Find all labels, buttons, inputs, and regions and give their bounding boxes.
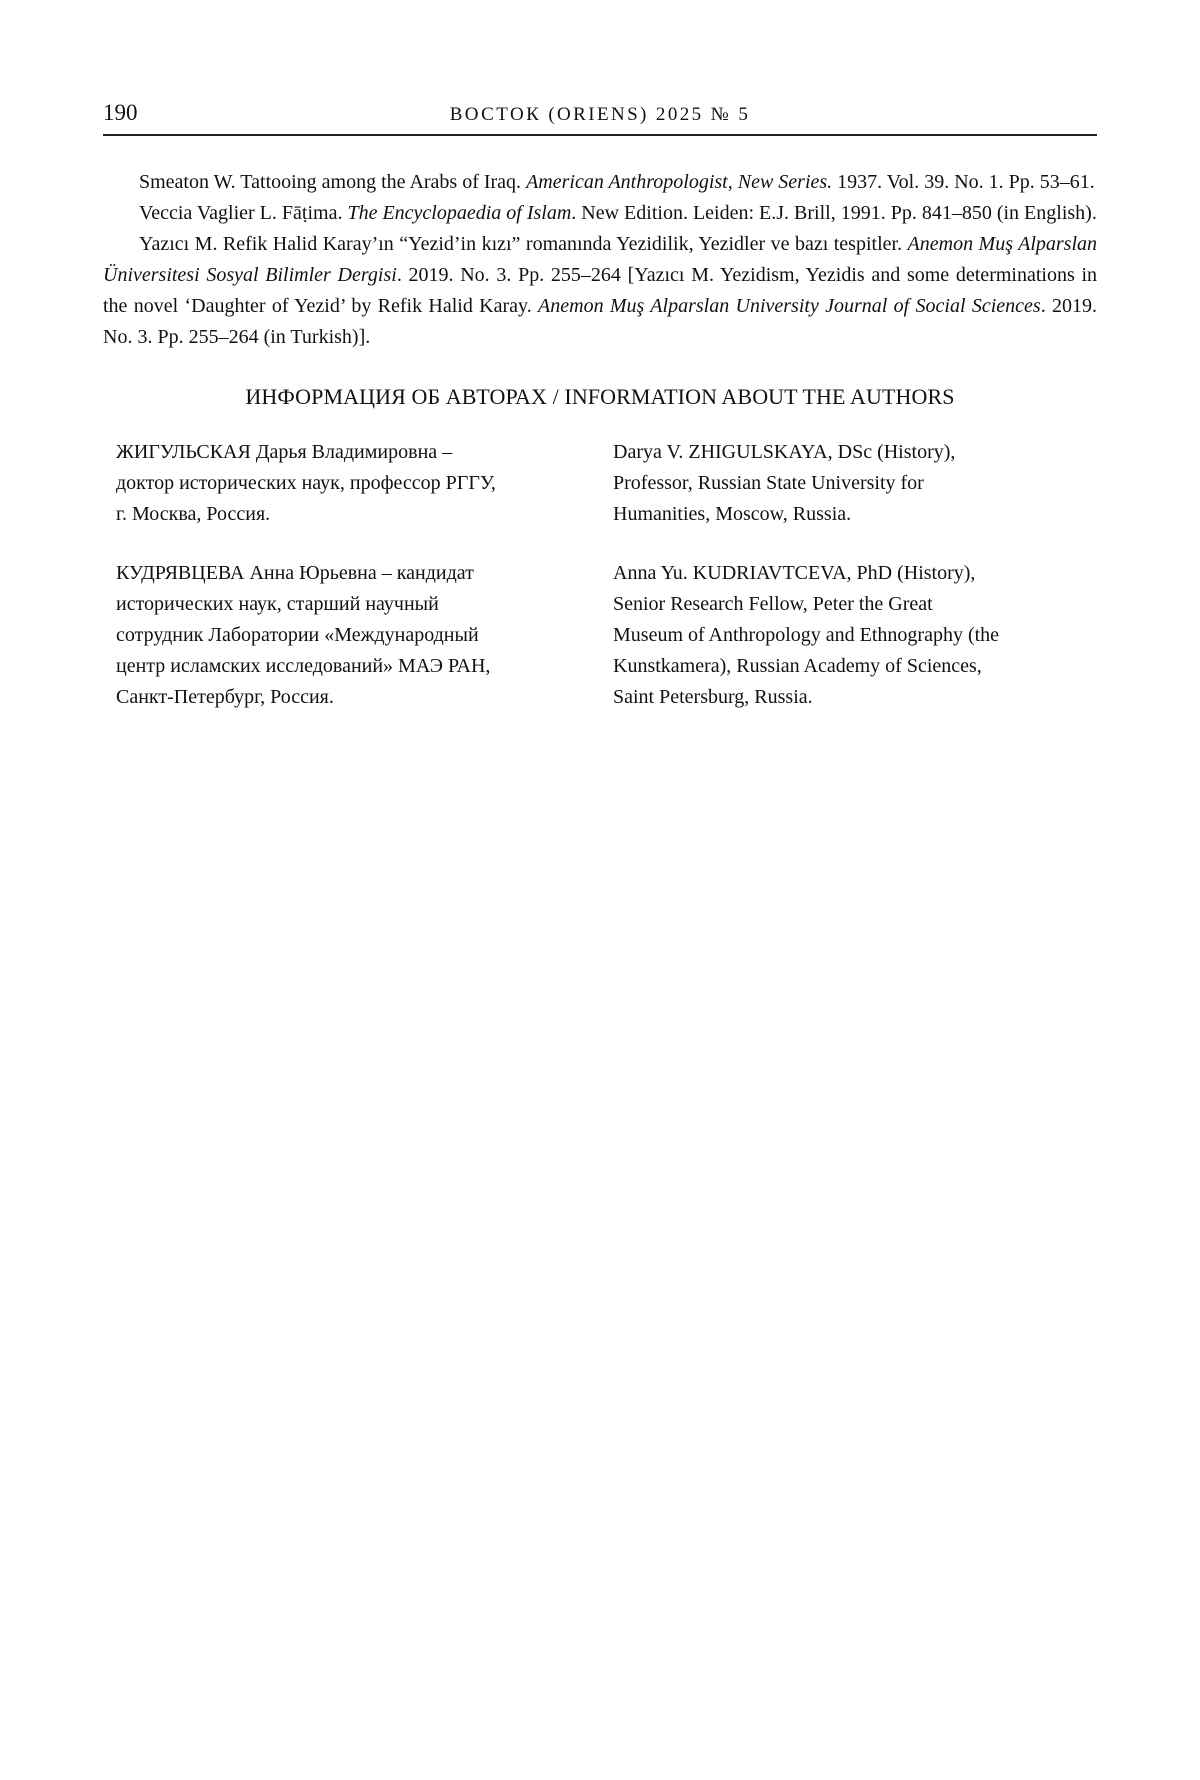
- journal-title: ВОСТОК (ORIENS) 2025 № 5: [449, 104, 751, 125]
- author-en: Anna Yu. KUDRIAVTCEVA, PhD (History), Senior Research Fellow, Peter the Great Museum of Anthropology and Ethnography (the Kunstkamera), Russian Academy of Sciences, Saint Petersburg, Russia.: [613, 562, 1000, 708]
- references-list: [103, 167, 1097, 353]
- page-number: 190: [103, 100, 138, 125]
- reference-text: Yazıcı M. Refik Halid Karay’ın “Yezid’in kızı” romanında Yezidilik, Yezidler ve bazı tespitler.: [139, 233, 908, 255]
- author-en: Darya V. ZHIGULSKAYA, DSc (History), Professor, Russian State University for Humanities, Moscow, Russia.: [613, 441, 956, 525]
- reference-text: . 2019. No. 3. Pp. 255–264 (in Turkish)].: [103, 295, 1098, 348]
- reference-text: ,: [727, 171, 738, 193]
- author-ru: ЖИГУЛЬСКАЯ Дарья Владимировна – доктор исторических наук, профессор РГГУ, г. Москва, Россия.: [116, 441, 496, 525]
- reference-item: [103, 229, 1097, 353]
- reference-text: . 2019. No. 3. Pp. 255–264 [Yazıcı M. Yezidism, Yezidis and some determinations in the novel ‘Daughter of Yezid’ by Refik Halid Karay.: [103, 264, 1098, 317]
- document-page: [103, 96, 1097, 713]
- reference-source: American Anthropologist: [526, 171, 728, 193]
- reference-source: The Encyclopaedia of Islam: [347, 202, 572, 224]
- running-header: [103, 96, 1097, 136]
- reference-text: Smeaton W. Tattooing among the Arabs of Iraq.: [139, 171, 527, 193]
- reference-source: New Series.: [737, 171, 833, 193]
- reference-source: Anemon Muş Alparslan University Journal of Social Sciences: [538, 295, 1041, 317]
- author-ru: КУДРЯВЦЕВА Анна Юрьевна – кандидат исторических наук, старший научный сотрудник Лаборатории «Международный центр исламских исследований» МАЭ РАН, Санкт-Петербург, Россия.: [116, 562, 491, 708]
- reference-text: 1937. Vol. 39. No. 1. Pp. 53–61.: [832, 171, 1095, 193]
- reference-text: . New Edition. Leiden: E.J. Brill, 1991. Pp. 841–850 (in English).: [571, 202, 1097, 224]
- reference-item: [103, 198, 1097, 229]
- reference-source: Anemon Muş Alparslan Üniversitesi Sosyal Bilimler Dergisi: [103, 233, 1097, 286]
- authors-heading: ИНФОРМАЦИЯ ОБ АВТОРАХ / INFORMATION ABOUT THE AUTHORS: [245, 384, 955, 409]
- reference-item: [103, 167, 1097, 198]
- authors-info: [103, 437, 1097, 713]
- reference-text: Veccia Vaglier L. Fāṭima.: [139, 202, 348, 224]
